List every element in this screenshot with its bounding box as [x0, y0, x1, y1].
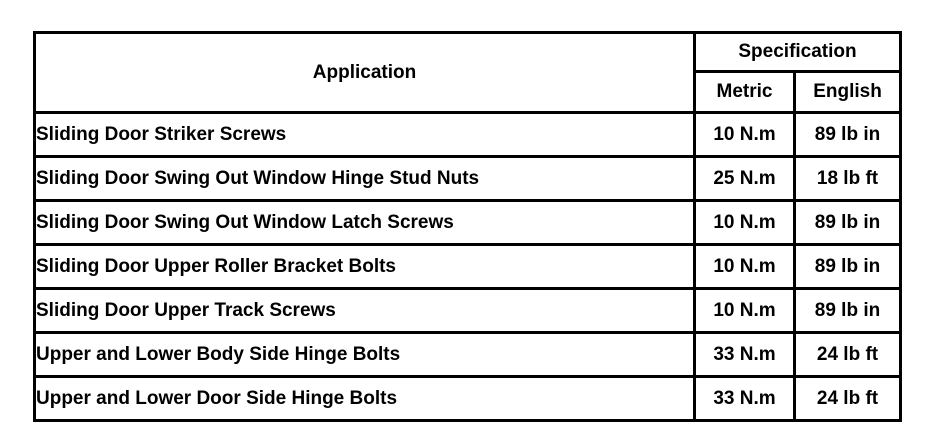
table-row	[35, 245, 901, 289]
cell-english: 24 lb ft	[795, 377, 901, 421]
header-english: English	[795, 72, 901, 113]
cell-application: Sliding Door Upper Track Screws	[35, 289, 695, 333]
table-header-row-top	[35, 33, 901, 72]
cell-metric: 10 N.m	[695, 245, 795, 289]
cell-english: 89 lb in	[795, 245, 901, 289]
cell-application: Sliding Door Swing Out Window Latch Screws	[35, 201, 695, 245]
fastener-specification-table	[33, 31, 902, 422]
cell-english: 89 lb in	[795, 201, 901, 245]
cell-english: 89 lb in	[795, 289, 901, 333]
cell-application: Upper and Lower Door Side Hinge Bolts	[35, 377, 695, 421]
cell-application: Sliding Door Striker Screws	[35, 113, 695, 157]
cell-english: 89 lb in	[795, 113, 901, 157]
cell-metric: 10 N.m	[695, 201, 795, 245]
cell-metric: 10 N.m	[695, 113, 795, 157]
cell-application: Upper and Lower Body Side Hinge Bolts	[35, 333, 695, 377]
cell-metric: 10 N.m	[695, 289, 795, 333]
table-row	[35, 377, 901, 421]
cell-english: 18 lb ft	[795, 157, 901, 201]
table-header	[35, 33, 901, 113]
header-specification: Specification	[695, 33, 901, 72]
cell-application: Sliding Door Upper Roller Bracket Bolts	[35, 245, 695, 289]
table-row	[35, 201, 901, 245]
cell-metric: 25 N.m	[695, 157, 795, 201]
table-row	[35, 289, 901, 333]
table-body	[35, 113, 901, 421]
table-row	[35, 113, 901, 157]
table-row	[35, 333, 901, 377]
cell-application: Sliding Door Swing Out Window Hinge Stud Nuts	[35, 157, 695, 201]
cell-metric: 33 N.m	[695, 377, 795, 421]
table-row	[35, 157, 901, 201]
cell-english: 24 lb ft	[795, 333, 901, 377]
header-metric: Metric	[695, 72, 795, 113]
header-application: Application	[35, 33, 695, 113]
cell-metric: 33 N.m	[695, 333, 795, 377]
